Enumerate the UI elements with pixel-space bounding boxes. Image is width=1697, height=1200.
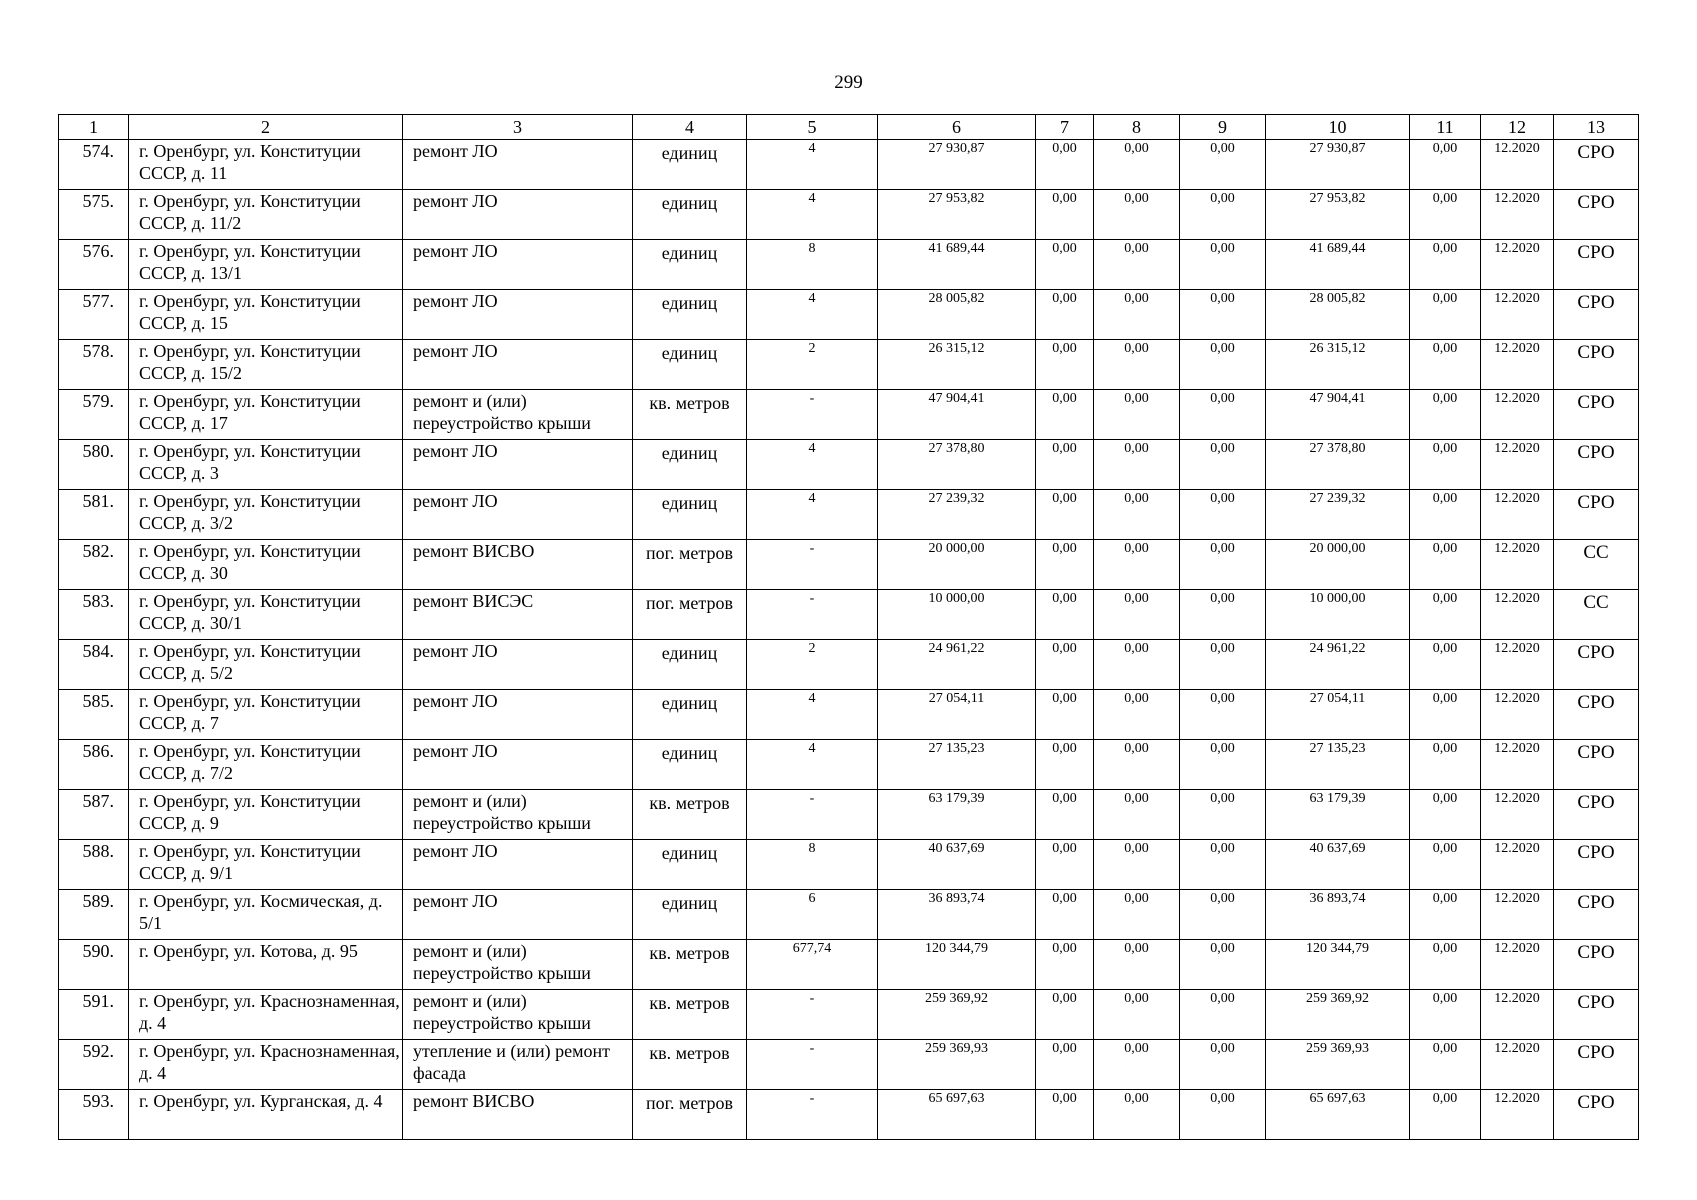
address-cell: г. Оренбург, ул. Конституции СССР, д. 7	[129, 690, 403, 740]
address-cell: г. Оренбург, ул. Конституции СССР, д. 11	[129, 140, 403, 190]
column-header-13: 13	[1554, 115, 1639, 140]
column-header-5: 5	[747, 115, 878, 140]
col9-cell: 0,00	[1180, 690, 1266, 740]
unit-cell: кв. метров	[633, 390, 747, 440]
work-type-cell: утепление и (или) ремонт фасада	[403, 1040, 633, 1090]
address-cell: г. Оренбург, ул. Конституции СССР, д. 3	[129, 440, 403, 490]
col11-cell: 0,00	[1410, 840, 1481, 890]
total-cost-cell: 259 369,92	[878, 990, 1036, 1040]
unit-cell: единиц	[633, 490, 747, 540]
col11-cell: 0,00	[1410, 790, 1481, 840]
work-type-cell: ремонт ЛО	[403, 690, 633, 740]
col10-cell: 24 961,22	[1266, 640, 1410, 690]
row-number: 575.	[59, 190, 129, 240]
table-row	[59, 890, 1639, 940]
unit-cell: единиц	[633, 890, 747, 940]
address-cell: г. Оренбург, ул. Краснознаменная, д. 4	[129, 990, 403, 1040]
row-number: 589.	[59, 890, 129, 940]
unit-cell: единиц	[633, 840, 747, 890]
col10-cell: 20 000,00	[1266, 540, 1410, 590]
row-number: 577.	[59, 290, 129, 340]
col10-cell: 120 344,79	[1266, 940, 1410, 990]
completion-date-cell: 12.2020	[1481, 740, 1554, 790]
address-cell: г. Оренбург, ул. Конституции СССР, д. 13/1	[129, 240, 403, 290]
quantity-cell: -	[747, 590, 878, 640]
capital-repair-table	[58, 114, 1639, 1140]
col10-cell: 27 953,82	[1266, 190, 1410, 240]
address-cell: г. Оренбург, ул. Конституции СССР, д. 15/2	[129, 340, 403, 390]
completion-date-cell: 12.2020	[1481, 540, 1554, 590]
col8-cell: 0,00	[1094, 490, 1180, 540]
total-cost-cell: 63 179,39	[878, 790, 1036, 840]
completion-date-cell: 12.2020	[1481, 190, 1554, 240]
col7-cell: 0,00	[1036, 940, 1094, 990]
col9-cell: 0,00	[1180, 790, 1266, 840]
col7-cell: 0,00	[1036, 540, 1094, 590]
quantity-cell: 2	[747, 340, 878, 390]
completion-date-cell: 12.2020	[1481, 890, 1554, 940]
quantity-cell: 4	[747, 690, 878, 740]
col11-cell: 0,00	[1410, 140, 1481, 190]
col11-cell: 0,00	[1410, 1090, 1481, 1140]
row-number: 578.	[59, 340, 129, 390]
column-header-10: 10	[1266, 115, 1410, 140]
quantity-cell: 4	[747, 290, 878, 340]
quantity-cell: -	[747, 1040, 878, 1090]
unit-cell: кв. метров	[633, 790, 747, 840]
col7-cell: 0,00	[1036, 640, 1094, 690]
quantity-cell: -	[747, 990, 878, 1040]
unit-cell: единиц	[633, 740, 747, 790]
col11-cell: 0,00	[1410, 190, 1481, 240]
work-type-cell: ремонт ЛО	[403, 740, 633, 790]
col8-cell: 0,00	[1094, 1040, 1180, 1090]
quantity-cell: 4	[747, 190, 878, 240]
method-cell: СРО	[1554, 1090, 1639, 1140]
completion-date-cell: 12.2020	[1481, 690, 1554, 740]
total-cost-cell: 24 961,22	[878, 640, 1036, 690]
col10-cell: 10 000,00	[1266, 590, 1410, 640]
col11-cell: 0,00	[1410, 690, 1481, 740]
col9-cell: 0,00	[1180, 590, 1266, 640]
col8-cell: 0,00	[1094, 390, 1180, 440]
column-header-7: 7	[1036, 115, 1094, 140]
work-type-cell: ремонт ЛО	[403, 240, 633, 290]
quantity-cell: 2	[747, 640, 878, 690]
col9-cell: 0,00	[1180, 390, 1266, 440]
col10-cell: 36 893,74	[1266, 890, 1410, 940]
col9-cell: 0,00	[1180, 1040, 1266, 1090]
col11-cell: 0,00	[1410, 490, 1481, 540]
column-header-3: 3	[403, 115, 633, 140]
unit-cell: пог. метров	[633, 540, 747, 590]
col11-cell: 0,00	[1410, 740, 1481, 790]
address-cell: г. Оренбург, ул. Конституции СССР, д. 15	[129, 290, 403, 340]
method-cell: СРО	[1554, 190, 1639, 240]
method-cell: СРО	[1554, 990, 1639, 1040]
quantity-cell: 4	[747, 740, 878, 790]
col7-cell: 0,00	[1036, 790, 1094, 840]
col8-cell: 0,00	[1094, 740, 1180, 790]
col8-cell: 0,00	[1094, 690, 1180, 740]
table-row	[59, 990, 1639, 1040]
method-cell: СРО	[1554, 1040, 1639, 1090]
total-cost-cell: 27 953,82	[878, 190, 1036, 240]
col7-cell: 0,00	[1036, 890, 1094, 940]
method-cell: СРО	[1554, 840, 1639, 890]
col10-cell: 28 005,82	[1266, 290, 1410, 340]
address-cell: г. Оренбург, ул. Конституции СССР, д. 9	[129, 790, 403, 840]
col9-cell: 0,00	[1180, 640, 1266, 690]
unit-cell: единиц	[633, 290, 747, 340]
col11-cell: 0,00	[1410, 440, 1481, 490]
method-cell: СС	[1554, 590, 1639, 640]
address-cell: г. Оренбург, ул. Котова, д. 95	[129, 940, 403, 990]
total-cost-cell: 27 930,87	[878, 140, 1036, 190]
unit-cell: пог. метров	[633, 590, 747, 640]
total-cost-cell: 259 369,93	[878, 1040, 1036, 1090]
column-header-6: 6	[878, 115, 1036, 140]
col10-cell: 27 378,80	[1266, 440, 1410, 490]
col9-cell: 0,00	[1180, 240, 1266, 290]
col10-cell: 259 369,93	[1266, 1040, 1410, 1090]
method-cell: СРО	[1554, 390, 1639, 440]
row-number: 591.	[59, 990, 129, 1040]
address-cell: г. Оренбург, ул. Конституции СССР, д. 9/1	[129, 840, 403, 890]
column-header-9: 9	[1180, 115, 1266, 140]
table-row	[59, 840, 1639, 890]
row-number: 583.	[59, 590, 129, 640]
table-row	[59, 590, 1639, 640]
address-cell: г. Оренбург, ул. Космическая, д. 5/1	[129, 890, 403, 940]
quantity-cell: 4	[747, 440, 878, 490]
method-cell: СС	[1554, 540, 1639, 590]
unit-cell: единиц	[633, 190, 747, 240]
unit-cell: единиц	[633, 440, 747, 490]
header-row	[59, 115, 1639, 140]
address-cell: г. Оренбург, ул. Краснознаменная, д. 4	[129, 1040, 403, 1090]
col8-cell: 0,00	[1094, 1090, 1180, 1140]
col11-cell: 0,00	[1410, 390, 1481, 440]
quantity-cell: 677,74	[747, 940, 878, 990]
col11-cell: 0,00	[1410, 340, 1481, 390]
col8-cell: 0,00	[1094, 840, 1180, 890]
col8-cell: 0,00	[1094, 990, 1180, 1040]
col11-cell: 0,00	[1410, 640, 1481, 690]
col7-cell: 0,00	[1036, 340, 1094, 390]
method-cell: СРО	[1554, 690, 1639, 740]
row-number: 593.	[59, 1090, 129, 1140]
work-type-cell: ремонт ЛО	[403, 840, 633, 890]
table-row	[59, 1090, 1639, 1140]
work-type-cell: ремонт ЛО	[403, 340, 633, 390]
completion-date-cell: 12.2020	[1481, 290, 1554, 340]
column-header-1: 1	[59, 115, 129, 140]
method-cell: СРО	[1554, 340, 1639, 390]
work-type-cell: ремонт ВИСВО	[403, 540, 633, 590]
col7-cell: 0,00	[1036, 690, 1094, 740]
col9-cell: 0,00	[1180, 340, 1266, 390]
address-cell: г. Оренбург, ул. Конституции СССР, д. 30	[129, 540, 403, 590]
work-type-cell: ремонт и (или) переустройство крыши	[403, 390, 633, 440]
col11-cell: 0,00	[1410, 290, 1481, 340]
col10-cell: 26 315,12	[1266, 340, 1410, 390]
col11-cell: 0,00	[1410, 940, 1481, 990]
work-type-cell: ремонт ВИСЭС	[403, 590, 633, 640]
quantity-cell: -	[747, 790, 878, 840]
total-cost-cell: 27 378,80	[878, 440, 1036, 490]
method-cell: СРО	[1554, 440, 1639, 490]
table-row	[59, 540, 1639, 590]
col7-cell: 0,00	[1036, 390, 1094, 440]
unit-cell: единиц	[633, 140, 747, 190]
col8-cell: 0,00	[1094, 940, 1180, 990]
work-type-cell: ремонт и (или) переустройство крыши	[403, 940, 633, 990]
total-cost-cell: 47 904,41	[878, 390, 1036, 440]
method-cell: СРО	[1554, 640, 1639, 690]
row-number: 586.	[59, 740, 129, 790]
row-number: 579.	[59, 390, 129, 440]
total-cost-cell: 36 893,74	[878, 890, 1036, 940]
col8-cell: 0,00	[1094, 590, 1180, 640]
completion-date-cell: 12.2020	[1481, 840, 1554, 890]
quantity-cell: 4	[747, 140, 878, 190]
work-type-cell: ремонт и (или) переустройство крыши	[403, 990, 633, 1040]
col9-cell: 0,00	[1180, 940, 1266, 990]
row-number: 580.	[59, 440, 129, 490]
unit-cell: единиц	[633, 690, 747, 740]
completion-date-cell: 12.2020	[1481, 390, 1554, 440]
table-row	[59, 1040, 1639, 1090]
completion-date-cell: 12.2020	[1481, 1040, 1554, 1090]
col10-cell: 41 689,44	[1266, 240, 1410, 290]
completion-date-cell: 12.2020	[1481, 440, 1554, 490]
col8-cell: 0,00	[1094, 890, 1180, 940]
work-type-cell: ремонт ЛО	[403, 290, 633, 340]
method-cell: СРО	[1554, 240, 1639, 290]
quantity-cell: -	[747, 1090, 878, 1140]
column-header-4: 4	[633, 115, 747, 140]
col7-cell: 0,00	[1036, 190, 1094, 240]
address-cell: г. Оренбург, ул. Конституции СССР, д. 11/2	[129, 190, 403, 240]
unit-cell: кв. метров	[633, 1040, 747, 1090]
completion-date-cell: 12.2020	[1481, 590, 1554, 640]
table-row	[59, 140, 1639, 190]
table-row	[59, 240, 1639, 290]
address-cell: г. Оренбург, ул. Конституции СССР, д. 17	[129, 390, 403, 440]
row-number: 587.	[59, 790, 129, 840]
completion-date-cell: 12.2020	[1481, 1090, 1554, 1140]
col7-cell: 0,00	[1036, 840, 1094, 890]
col9-cell: 0,00	[1180, 440, 1266, 490]
table-row	[59, 290, 1639, 340]
table-row	[59, 790, 1639, 840]
address-cell: г. Оренбург, ул. Курганская, д. 4	[129, 1090, 403, 1140]
col7-cell: 0,00	[1036, 1090, 1094, 1140]
unit-cell: единиц	[633, 340, 747, 390]
row-number: 576.	[59, 240, 129, 290]
completion-date-cell: 12.2020	[1481, 240, 1554, 290]
col7-cell: 0,00	[1036, 590, 1094, 640]
quantity-cell: 8	[747, 840, 878, 890]
method-cell: СРО	[1554, 740, 1639, 790]
col10-cell: 40 637,69	[1266, 840, 1410, 890]
completion-date-cell: 12.2020	[1481, 790, 1554, 840]
completion-date-cell: 12.2020	[1481, 490, 1554, 540]
table-row	[59, 640, 1639, 690]
col8-cell: 0,00	[1094, 340, 1180, 390]
col9-cell: 0,00	[1180, 740, 1266, 790]
completion-date-cell: 12.2020	[1481, 940, 1554, 990]
method-cell: СРО	[1554, 940, 1639, 990]
col7-cell: 0,00	[1036, 490, 1094, 540]
col8-cell: 0,00	[1094, 140, 1180, 190]
quantity-cell: 4	[747, 490, 878, 540]
quantity-cell: -	[747, 540, 878, 590]
col11-cell: 0,00	[1410, 540, 1481, 590]
method-cell: СРО	[1554, 290, 1639, 340]
total-cost-cell: 41 689,44	[878, 240, 1036, 290]
unit-cell: кв. метров	[633, 990, 747, 1040]
column-header-12: 12	[1481, 115, 1554, 140]
col9-cell: 0,00	[1180, 1090, 1266, 1140]
row-number: 585.	[59, 690, 129, 740]
page-number: 299	[834, 72, 863, 93]
address-cell: г. Оренбург, ул. Конституции СССР, д. 7/2	[129, 740, 403, 790]
col10-cell: 27 135,23	[1266, 740, 1410, 790]
col8-cell: 0,00	[1094, 440, 1180, 490]
col7-cell: 0,00	[1036, 440, 1094, 490]
work-type-cell: ремонт ЛО	[403, 890, 633, 940]
col11-cell: 0,00	[1410, 1040, 1481, 1090]
col9-cell: 0,00	[1180, 890, 1266, 940]
column-header-8: 8	[1094, 115, 1180, 140]
col8-cell: 0,00	[1094, 190, 1180, 240]
total-cost-cell: 10 000,00	[878, 590, 1036, 640]
work-type-cell: ремонт ЛО	[403, 490, 633, 540]
address-cell: г. Оренбург, ул. Конституции СССР, д. 3/2	[129, 490, 403, 540]
table-row	[59, 390, 1639, 440]
col9-cell: 0,00	[1180, 540, 1266, 590]
col10-cell: 27 239,32	[1266, 490, 1410, 540]
method-cell: СРО	[1554, 490, 1639, 540]
completion-date-cell: 12.2020	[1481, 340, 1554, 390]
col8-cell: 0,00	[1094, 790, 1180, 840]
table-row	[59, 940, 1639, 990]
col7-cell: 0,00	[1036, 140, 1094, 190]
col11-cell: 0,00	[1410, 990, 1481, 1040]
col8-cell: 0,00	[1094, 290, 1180, 340]
total-cost-cell: 28 005,82	[878, 290, 1036, 340]
completion-date-cell: 12.2020	[1481, 990, 1554, 1040]
unit-cell: пог. метров	[633, 1090, 747, 1140]
col9-cell: 0,00	[1180, 490, 1266, 540]
total-cost-cell: 27 054,11	[878, 690, 1036, 740]
col9-cell: 0,00	[1180, 990, 1266, 1040]
total-cost-cell: 27 239,32	[878, 490, 1036, 540]
work-type-cell: ремонт ЛО	[403, 640, 633, 690]
col9-cell: 0,00	[1180, 190, 1266, 240]
col7-cell: 0,00	[1036, 990, 1094, 1040]
table-row	[59, 490, 1639, 540]
quantity-cell: 6	[747, 890, 878, 940]
col11-cell: 0,00	[1410, 240, 1481, 290]
quantity-cell: 8	[747, 240, 878, 290]
work-type-cell: ремонт и (или) переустройство крыши	[403, 790, 633, 840]
completion-date-cell: 12.2020	[1481, 140, 1554, 190]
col7-cell: 0,00	[1036, 740, 1094, 790]
unit-cell: единиц	[633, 640, 747, 690]
row-number: 588.	[59, 840, 129, 890]
col9-cell: 0,00	[1180, 290, 1266, 340]
col10-cell: 65 697,63	[1266, 1090, 1410, 1140]
total-cost-cell: 27 135,23	[878, 740, 1036, 790]
row-number: 581.	[59, 490, 129, 540]
unit-cell: единиц	[633, 240, 747, 290]
total-cost-cell: 20 000,00	[878, 540, 1036, 590]
work-type-cell: ремонт ЛО	[403, 190, 633, 240]
col10-cell: 27 930,87	[1266, 140, 1410, 190]
total-cost-cell: 40 637,69	[878, 840, 1036, 890]
col10-cell: 27 054,11	[1266, 690, 1410, 740]
method-cell: СРО	[1554, 890, 1639, 940]
row-number: 574.	[59, 140, 129, 190]
col8-cell: 0,00	[1094, 240, 1180, 290]
method-cell: СРО	[1554, 140, 1639, 190]
address-cell: г. Оренбург, ул. Конституции СССР, д. 5/2	[129, 640, 403, 690]
row-number: 584.	[59, 640, 129, 690]
col11-cell: 0,00	[1410, 890, 1481, 940]
row-number: 582.	[59, 540, 129, 590]
quantity-cell: -	[747, 390, 878, 440]
col7-cell: 0,00	[1036, 1040, 1094, 1090]
table-row	[59, 190, 1639, 240]
total-cost-cell: 26 315,12	[878, 340, 1036, 390]
row-number: 590.	[59, 940, 129, 990]
col10-cell: 63 179,39	[1266, 790, 1410, 840]
table-row	[59, 440, 1639, 490]
col8-cell: 0,00	[1094, 540, 1180, 590]
address-cell: г. Оренбург, ул. Конституции СССР, д. 30/1	[129, 590, 403, 640]
col9-cell: 0,00	[1180, 140, 1266, 190]
col10-cell: 47 904,41	[1266, 390, 1410, 440]
table-row	[59, 690, 1639, 740]
table-body	[59, 140, 1639, 1140]
row-number: 592.	[59, 1040, 129, 1090]
total-cost-cell: 120 344,79	[878, 940, 1036, 990]
work-type-cell: ремонт ЛО	[403, 440, 633, 490]
col10-cell: 259 369,92	[1266, 990, 1410, 1040]
col9-cell: 0,00	[1180, 840, 1266, 890]
column-header-2: 2	[129, 115, 403, 140]
unit-cell: кв. метров	[633, 940, 747, 990]
total-cost-cell: 65 697,63	[878, 1090, 1036, 1140]
method-cell: СРО	[1554, 790, 1639, 840]
col11-cell: 0,00	[1410, 590, 1481, 640]
column-header-11: 11	[1410, 115, 1481, 140]
work-type-cell: ремонт ВИСВО	[403, 1090, 633, 1140]
col7-cell: 0,00	[1036, 290, 1094, 340]
col8-cell: 0,00	[1094, 640, 1180, 690]
work-type-cell: ремонт ЛО	[403, 140, 633, 190]
completion-date-cell: 12.2020	[1481, 640, 1554, 690]
col7-cell: 0,00	[1036, 240, 1094, 290]
table-row	[59, 740, 1639, 790]
table-row	[59, 340, 1639, 390]
